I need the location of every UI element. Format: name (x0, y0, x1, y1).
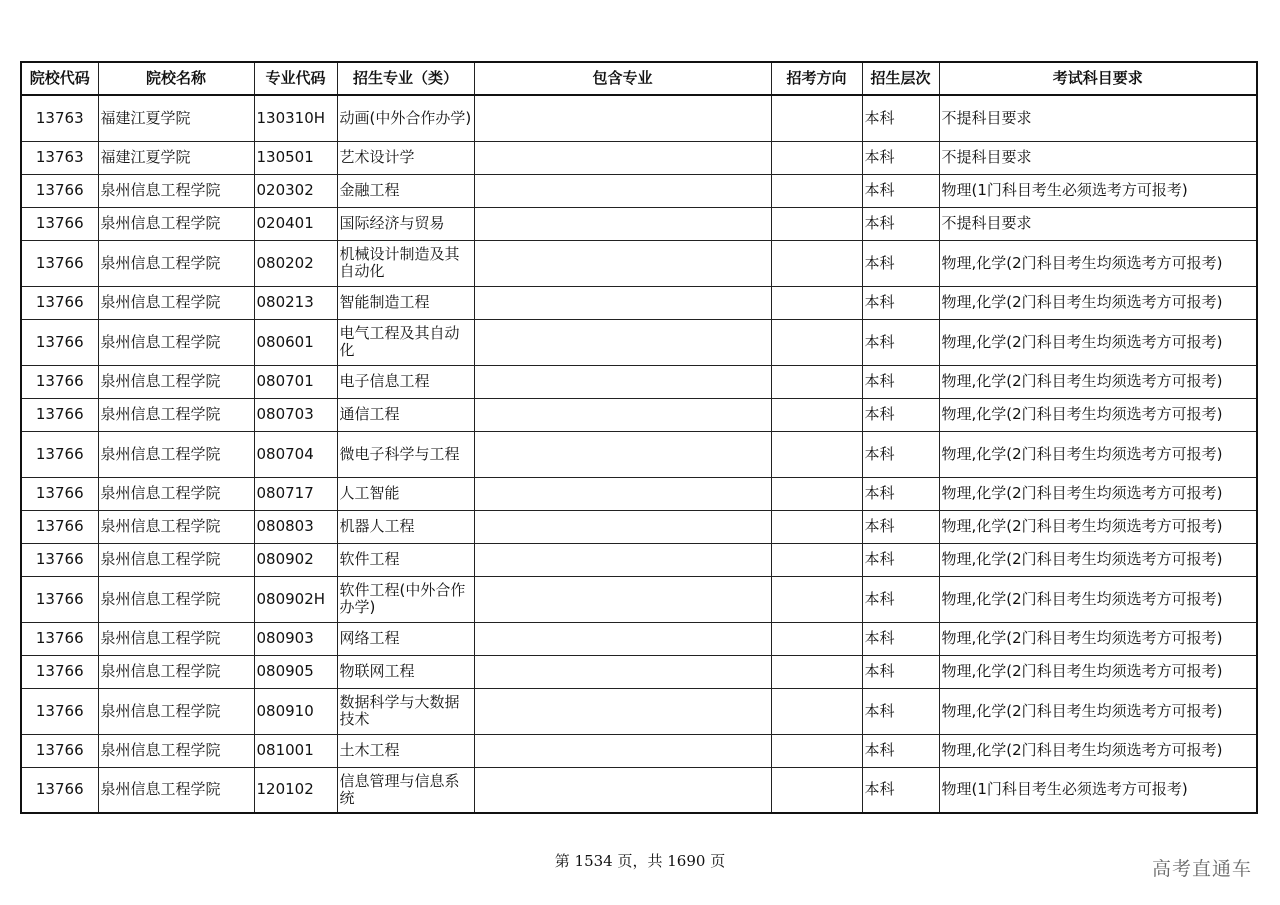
included-majors-cell (474, 510, 771, 543)
header-major-code: 专业代码 (254, 62, 337, 95)
direction-cell (771, 95, 862, 141)
school-code-cell: 13766 (21, 365, 98, 398)
level-cell: 本科 (862, 576, 939, 622)
major-name-cell: 通信工程 (337, 398, 474, 431)
major-name-cell: 电气工程及其自动化 (337, 319, 474, 365)
header-major-name: 招生专业（类） (337, 62, 474, 95)
level-cell: 本科 (862, 240, 939, 286)
subject-requirement-cell: 不提科目要求 (939, 207, 1257, 240)
table-row (21, 286, 1257, 319)
school-code-cell: 13766 (21, 174, 98, 207)
table-row (21, 141, 1257, 174)
school-name-cell: 泉州信息工程学院 (98, 510, 254, 543)
school-name-cell: 泉州信息工程学院 (98, 207, 254, 240)
direction-cell (771, 576, 862, 622)
school-code-cell: 13766 (21, 622, 98, 655)
level-cell: 本科 (862, 543, 939, 576)
included-majors-cell (474, 431, 771, 477)
major-name-cell: 机器人工程 (337, 510, 474, 543)
school-code-cell: 13766 (21, 767, 98, 813)
level-cell: 本科 (862, 622, 939, 655)
table-row (21, 688, 1257, 734)
subject-requirement-cell: 不提科目要求 (939, 95, 1257, 141)
included-majors-cell (474, 207, 771, 240)
major-code-cell: 120102 (254, 767, 337, 813)
table-row (21, 767, 1257, 813)
major-code-cell: 080703 (254, 398, 337, 431)
level-cell: 本科 (862, 207, 939, 240)
table-row (21, 207, 1257, 240)
major-name-cell: 机械设计制造及其自动化 (337, 240, 474, 286)
school-code-cell: 13766 (21, 576, 98, 622)
school-name-cell: 泉州信息工程学院 (98, 477, 254, 510)
level-cell: 本科 (862, 286, 939, 319)
major-code-cell: 080910 (254, 688, 337, 734)
school-name-cell: 福建江夏学院 (98, 141, 254, 174)
level-cell: 本科 (862, 95, 939, 141)
included-majors-cell (474, 543, 771, 576)
major-name-cell: 软件工程 (337, 543, 474, 576)
subject-requirement-cell: 物理,化学(2门科目考生均须选考方可报考) (939, 319, 1257, 365)
table-row (21, 240, 1257, 286)
major-name-cell: 电子信息工程 (337, 365, 474, 398)
school-code-cell: 13766 (21, 543, 98, 576)
major-code-cell: 080701 (254, 365, 337, 398)
major-code-cell: 080803 (254, 510, 337, 543)
included-majors-cell (474, 286, 771, 319)
level-cell: 本科 (862, 510, 939, 543)
school-code-cell: 13766 (21, 477, 98, 510)
direction-cell (771, 141, 862, 174)
major-name-cell: 人工智能 (337, 477, 474, 510)
school-name-cell: 泉州信息工程学院 (98, 688, 254, 734)
school-name-cell: 泉州信息工程学院 (98, 240, 254, 286)
direction-cell (771, 365, 862, 398)
school-code-cell: 13766 (21, 734, 98, 767)
subject-requirement-cell: 不提科目要求 (939, 141, 1257, 174)
level-cell: 本科 (862, 431, 939, 477)
table-header-row (21, 62, 1257, 95)
table-row (21, 431, 1257, 477)
subject-requirement-cell: 物理,化学(2门科目考生均须选考方可报考) (939, 543, 1257, 576)
subject-requirement-cell: 物理,化学(2门科目考生均须选考方可报考) (939, 365, 1257, 398)
included-majors-cell (474, 365, 771, 398)
school-name-cell: 泉州信息工程学院 (98, 655, 254, 688)
subject-requirement-cell: 物理,化学(2门科目考生均须选考方可报考) (939, 240, 1257, 286)
included-majors-cell (474, 141, 771, 174)
table-row (21, 622, 1257, 655)
level-cell: 本科 (862, 398, 939, 431)
direction-cell (771, 240, 862, 286)
school-code-cell: 13766 (21, 286, 98, 319)
admissions-table (20, 61, 1258, 814)
school-name-cell: 泉州信息工程学院 (98, 365, 254, 398)
table-row (21, 510, 1257, 543)
included-majors-cell (474, 174, 771, 207)
page-number: 第 1534 页，共 1690 页 (554, 852, 726, 870)
major-code-cell: 020302 (254, 174, 337, 207)
table-row (21, 365, 1257, 398)
level-cell: 本科 (862, 734, 939, 767)
school-code-cell: 13766 (21, 319, 98, 365)
included-majors-cell (474, 688, 771, 734)
major-code-cell: 130501 (254, 141, 337, 174)
included-majors-cell (474, 319, 771, 365)
school-name-cell: 泉州信息工程学院 (98, 576, 254, 622)
school-name-cell: 泉州信息工程学院 (98, 431, 254, 477)
major-code-cell: 080902 (254, 543, 337, 576)
level-cell: 本科 (862, 174, 939, 207)
school-name-cell: 泉州信息工程学院 (98, 174, 254, 207)
header-included-majors: 包含专业 (474, 62, 771, 95)
table-row (21, 95, 1257, 141)
major-code-cell: 080903 (254, 622, 337, 655)
table-row (21, 174, 1257, 207)
subject-requirement-cell: 物理,化学(2门科目考生均须选考方可报考) (939, 688, 1257, 734)
direction-cell (771, 622, 862, 655)
direction-cell (771, 286, 862, 319)
direction-cell (771, 477, 862, 510)
school-name-cell: 泉州信息工程学院 (98, 398, 254, 431)
major-name-cell: 数据科学与大数据技术 (337, 688, 474, 734)
major-name-cell: 金融工程 (337, 174, 474, 207)
table-row (21, 576, 1257, 622)
table-row (21, 398, 1257, 431)
included-majors-cell (474, 576, 771, 622)
included-majors-cell (474, 95, 771, 141)
direction-cell (771, 655, 862, 688)
direction-cell (771, 734, 862, 767)
table-row (21, 319, 1257, 365)
major-name-cell: 动画(中外合作办学) (337, 95, 474, 141)
header-school-name: 院校名称 (98, 62, 254, 95)
level-cell: 本科 (862, 655, 939, 688)
subject-requirement-cell: 物理(1门科目考生必须选考方可报考) (939, 767, 1257, 813)
subject-requirement-cell: 物理,化学(2门科目考生均须选考方可报考) (939, 286, 1257, 319)
school-name-cell: 泉州信息工程学院 (98, 767, 254, 813)
subject-requirement-cell: 物理,化学(2门科目考生均须选考方可报考) (939, 655, 1257, 688)
school-name-cell: 泉州信息工程学院 (98, 286, 254, 319)
subject-requirement-cell: 物理,化学(2门科目考生均须选考方可报考) (939, 622, 1257, 655)
direction-cell (771, 688, 862, 734)
major-name-cell: 智能制造工程 (337, 286, 474, 319)
table-row (21, 734, 1257, 767)
major-name-cell: 网络工程 (337, 622, 474, 655)
school-name-cell: 泉州信息工程学院 (98, 622, 254, 655)
direction-cell (771, 319, 862, 365)
subject-requirement-cell: 物理,化学(2门科目考生均须选考方可报考) (939, 477, 1257, 510)
table-row (21, 543, 1257, 576)
school-code-cell: 13763 (21, 95, 98, 141)
subject-requirement-cell: 物理(1门科目考生必须选考方可报考) (939, 174, 1257, 207)
school-code-cell: 13766 (21, 240, 98, 286)
school-name-cell: 泉州信息工程学院 (98, 319, 254, 365)
included-majors-cell (474, 734, 771, 767)
major-code-cell: 080601 (254, 319, 337, 365)
major-code-cell: 080213 (254, 286, 337, 319)
school-code-cell: 13766 (21, 655, 98, 688)
major-name-cell: 物联网工程 (337, 655, 474, 688)
included-majors-cell (474, 477, 771, 510)
major-code-cell: 080202 (254, 240, 337, 286)
major-code-cell: 080902H (254, 576, 337, 622)
subject-requirement-cell: 物理,化学(2门科目考生均须选考方可报考) (939, 576, 1257, 622)
included-majors-cell (474, 398, 771, 431)
included-majors-cell (474, 240, 771, 286)
direction-cell (771, 767, 862, 813)
level-cell: 本科 (862, 767, 939, 813)
school-code-cell: 13763 (21, 141, 98, 174)
header-direction: 招考方向 (771, 62, 862, 95)
major-name-cell: 艺术设计学 (337, 141, 474, 174)
included-majors-cell (474, 767, 771, 813)
major-code-cell: 080704 (254, 431, 337, 477)
subject-requirement-cell: 物理,化学(2门科目考生均须选考方可报考) (939, 510, 1257, 543)
major-code-cell: 020401 (254, 207, 337, 240)
major-name-cell: 软件工程(中外合作办学) (337, 576, 474, 622)
major-name-cell: 国际经济与贸易 (337, 207, 474, 240)
header-school-code: 院校代码 (21, 62, 98, 95)
school-code-cell: 13766 (21, 510, 98, 543)
included-majors-cell (474, 622, 771, 655)
subject-requirement-cell: 物理,化学(2门科目考生均须选考方可报考) (939, 734, 1257, 767)
level-cell: 本科 (862, 319, 939, 365)
direction-cell (771, 510, 862, 543)
school-code-cell: 13766 (21, 431, 98, 477)
direction-cell (771, 543, 862, 576)
major-name-cell: 微电子科学与工程 (337, 431, 474, 477)
direction-cell (771, 207, 862, 240)
level-cell: 本科 (862, 688, 939, 734)
school-code-cell: 13766 (21, 398, 98, 431)
school-name-cell: 泉州信息工程学院 (98, 734, 254, 767)
header-subject-requirement: 考试科目要求 (939, 62, 1257, 95)
school-name-cell: 泉州信息工程学院 (98, 543, 254, 576)
direction-cell (771, 174, 862, 207)
level-cell: 本科 (862, 477, 939, 510)
major-code-cell: 130310H (254, 95, 337, 141)
school-name-cell: 福建江夏学院 (98, 95, 254, 141)
direction-cell (771, 431, 862, 477)
major-name-cell: 信息管理与信息系统 (337, 767, 474, 813)
major-code-cell: 080905 (254, 655, 337, 688)
school-code-cell: 13766 (21, 207, 98, 240)
table-row (21, 477, 1257, 510)
subject-requirement-cell: 物理,化学(2门科目考生均须选考方可报考) (939, 398, 1257, 431)
school-code-cell: 13766 (21, 688, 98, 734)
subject-requirement-cell: 物理,化学(2门科目考生均须选考方可报考) (939, 431, 1257, 477)
direction-cell (771, 398, 862, 431)
table-row (21, 655, 1257, 688)
major-name-cell: 土木工程 (337, 734, 474, 767)
included-majors-cell (474, 655, 771, 688)
table-body (21, 95, 1257, 813)
level-cell: 本科 (862, 141, 939, 174)
major-code-cell: 080717 (254, 477, 337, 510)
major-code-cell: 081001 (254, 734, 337, 767)
header-level: 招生层次 (862, 62, 939, 95)
watermark-logo-text: 高考直通车 (1151, 858, 1252, 880)
level-cell: 本科 (862, 365, 939, 398)
